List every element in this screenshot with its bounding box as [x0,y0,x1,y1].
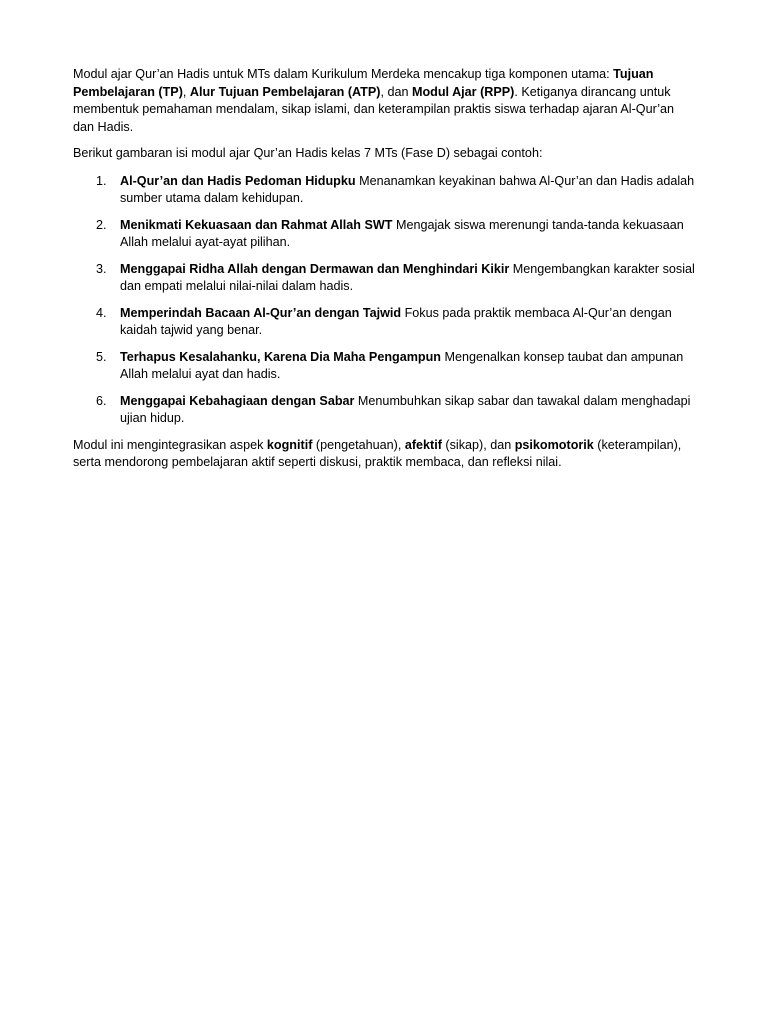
list-item [73,305,698,340]
list-lead-paragraph: Berikut gambaran isi modul ajar Qur’an Hadis kelas 7 MTs (Fase D) sebagai contoh: [73,146,543,160]
closing-term-afektif: afektif [404,437,442,452]
list-item [73,393,698,428]
closing-text-1: Modul ini mengintegrasikan aspek [73,437,267,452]
list-item-desc: Mengenalkan konsep taubat dan ampunan Allah melalui ayat dan hadis. [120,349,684,381]
intro-text-1: Modul ajar Qur’an Hadis untuk MTs dalam Kurikulum Merdeka mencakup tiga komponen utama: [73,67,614,81]
list-item-desc: Mengembangkan karakter sosial dan empati melalui nilai-nilai dalam hadis. [120,261,695,293]
module-list [73,173,698,428]
list-item-desc: Menumbuhkan sikap sabar dan tawakal dalam menghadapi ujian hidup. [120,393,691,425]
list-item [73,217,698,252]
list-item-number: 6. [96,393,107,408]
list-item-number: 5. [96,349,107,364]
intro-text-4: . Ketiganya dirancang untuk membentuk pemahaman mendalam, sikap islami, dan keterampilan praktis siswa terhadap ajaran Al-Qur’an dan Hadis. [73,84,675,134]
closing-text-2: (pengetahuan), [312,437,405,452]
list-item [73,261,698,296]
document-page [73,66,698,472]
list-item-title: Memperindah Bacaan Al-Qur’an dengan Tajwid [120,305,402,320]
list-item-title: Menggapai Ridha Allah dengan Dermawan dan Menghindari Kikir [120,261,510,276]
closing-text-3: (sikap), dan [441,437,515,452]
closing-paragraph [73,437,698,472]
list-item [73,173,698,208]
list-item-number: 2. [96,217,107,232]
intro-text-3: , dan [380,84,412,99]
list-item-title: Al-Qur’an dan Hadis Pedoman Hidupku [120,173,356,188]
list-item-desc: Fokus pada praktik membaca Al-Qur’an dengan kaidah tajwid yang benar. [120,305,672,337]
list-item-title: Menikmati Kekuasaan dan Rahmat Allah SWT [120,217,393,232]
list-item-number: 1. [96,173,107,188]
intro-term-rpp: Modul Ajar (RPP) [411,84,515,99]
list-item-number: 4. [96,305,107,320]
list-item-title: Menggapai Kebahagiaan dengan Sabar [120,393,355,408]
list-item-number: 3. [96,261,107,276]
list-item-desc: Menanamkan keyakinan bahwa Al-Qur’an dan Hadis adalah sumber utama dalam kehidupan. [120,173,695,205]
list-item-title: Terhapus Kesalahanku, Karena Dia Maha Pengampun [120,349,441,364]
list-item [73,349,698,384]
closing-term-psikomotorik: psikomotorik [514,437,594,452]
closing-text-4: (keterampilan), serta mendorong pembelajaran aktif seperti diskusi, praktik membaca, dan refleksi nilai. [73,437,682,469]
intro-text-2: , [182,84,190,99]
intro-term-tp: Tujuan Pembelajaran (TP) [73,67,654,99]
intro-term-atp: Alur Tujuan Pembelajaran (ATP) [189,84,381,99]
intro-paragraph [73,66,698,136]
closing-term-kognitif: kognitif [266,437,313,452]
list-item-desc: Mengajak siswa merenungi tanda-tanda kekuasaan Allah melalui ayat-ayat pilihan. [120,217,684,249]
